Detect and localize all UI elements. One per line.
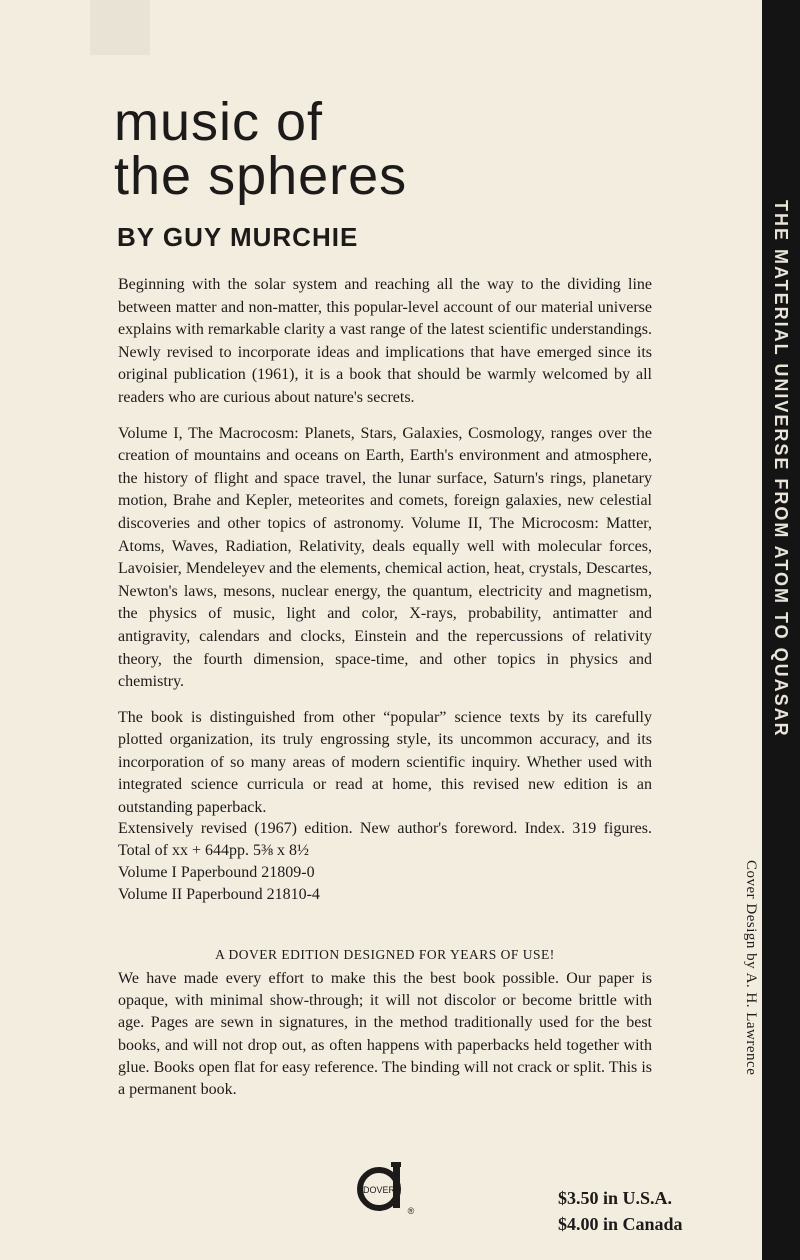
book-title	[114, 92, 408, 206]
book-title-line1: music of	[114, 92, 324, 152]
edition-specs	[118, 818, 652, 906]
volume-1-info: Volume I Paperbound 21809-0	[118, 864, 315, 881]
blurb-paragraph-1: Beginning with the solar system and reaching all the way to the dividing line between matter and non-matter, this popular-level account of our material universe explains with remarkable clarity a vast range of the latest scientific understandings. Newly revised to incorporate ideas and implications that have emerged since its original publication (1961), it is a book that should be warmly welcomed by all readers who are curious about nature's secrets.	[118, 276, 652, 406]
author-byline: BY GUY MURCHIE	[117, 222, 359, 252]
volume-2-info: Volume II Paperbound 21810-4	[118, 886, 320, 903]
price-block	[558, 1185, 683, 1237]
dover-edition-heading: A DOVER EDITION DESIGNED FOR YEARS OF USE!	[215, 947, 555, 962]
blurb	[118, 274, 652, 833]
dover-logo-text: DOVER	[362, 1185, 396, 1195]
dover-edition-text: We have made every effort to make this the best book possible. Our paper is opaque, with minimal show-through; it will not discolor or become brittle with age. Pages are sewn in signatures, in the method traditionally used for the best books, and will not drop out, as often happens with paperbacks held together with glue. Books open flat for easy reference. The binding will not crack or split. This is a permanent book.	[118, 970, 652, 1099]
paper-tab	[90, 0, 150, 55]
blurb-paragraph-3: The book is distinguished from other “popular” science texts by its carefully plotted organization, its truly engrossing style, its uncommon accuracy, and its incorporation of so many areas of modern scientific inquiry. Whether used with integrated science curricula or read at home, this revised new edition is an outstanding paperback.	[118, 708, 652, 817]
spine-text	[762, 0, 800, 1260]
dover-logo	[353, 1160, 417, 1216]
price-canada: $4.00 in Canada	[558, 1214, 683, 1234]
book-title-line2: the spheres	[114, 146, 408, 206]
registered-mark: ®	[407, 1206, 415, 1216]
price-usa: $3.50 in U.S.A.	[558, 1188, 673, 1208]
spine-title: THE MATERIAL UNIVERSE FROM ATOM TO QUASAR	[771, 200, 791, 738]
edition-details: Extensively revised (1967) edition. New author's foreword. Index. 319 figures. Total of xx + 644pp. 5⅜ x 8½	[118, 820, 652, 859]
cover-design-credit: Cover Design by A. H. Lawrence	[743, 860, 759, 1076]
blurb-paragraph-2: Volume I, The Macrocosm: Planets, Stars, Galaxies, Cosmology, ranges over the creation of mountains and oceans on Earth, Earth's environment and atmosphere, the history of flight and space travel, the lunar surface, Saturn's rings, planetary motion, Brahe and Kepler, meteorites and comets, foreign galaxies, new celestial discoveries and other topics of astronomy. Volume II, The Microcosm: Matter, Atoms, Waves, Radiation, Relativity, deals equally well with molecular forces, Lavoisier, Mendeleyev and the elements, chemical action, heat, crystals, Descartes, Newton's laws, mesons, nuclear energy, the quantum, electricity and magnetism, the physics of music, light and color, X-rays, probability, antimatter and antigravity, calendars and clocks, Einstein and the repercussions of relativity theory, the fourth dimension, space-time, and other topics in physics and chemistry.	[118, 424, 652, 691]
